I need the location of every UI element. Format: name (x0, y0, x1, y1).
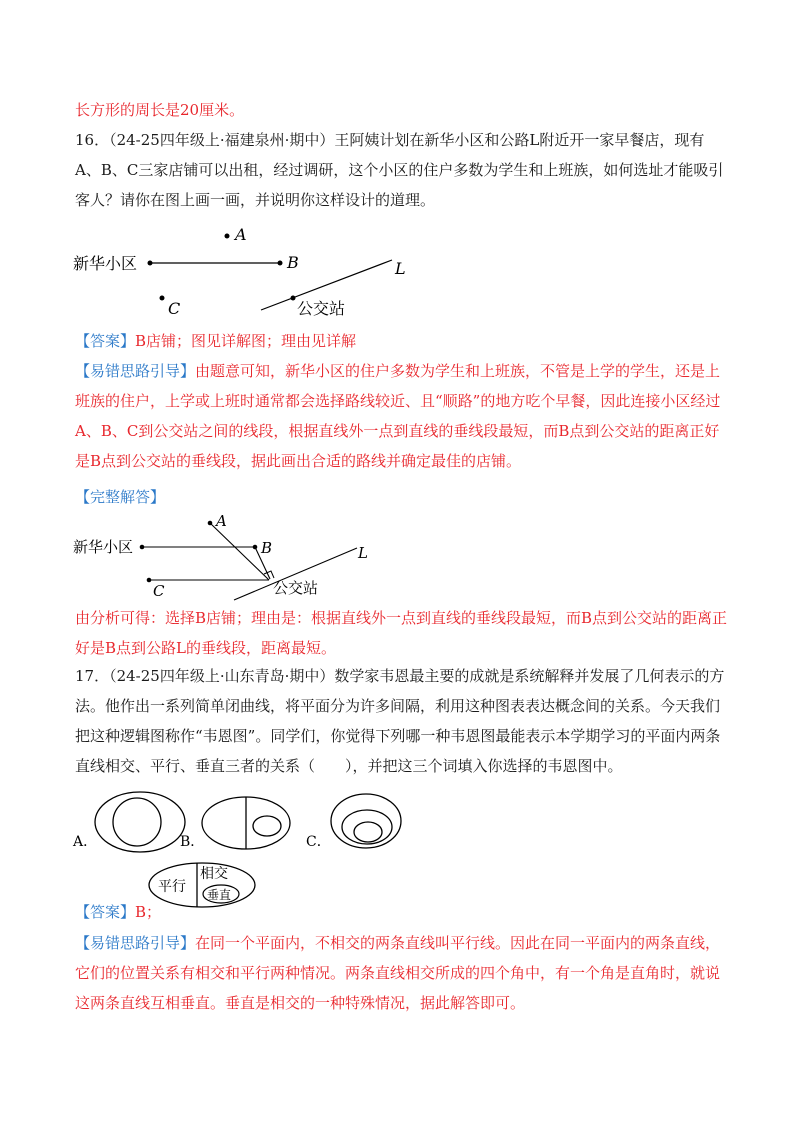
bus-stop-point (291, 296, 296, 301)
label-l: L (358, 544, 368, 562)
label-c: C (168, 299, 181, 318)
q17-hint (75, 928, 730, 1018)
previous-answer: 长方形的周长是20厘米。 (75, 101, 245, 119)
hint-text: 由题意可知，新华小区的住户多数为学生和上班族，不管是上学的学生，还是上班族的住户，上学或上班时通常都会选择路线较近、且“顺路”的地方吃个早餐，因此连接小区经过A、B、C到公交站之间的线段，根据直线外一点到直线的垂线段最短，而B点到公交站的距离正好是B点到公交站的垂线段，据此画出合适的路线并确定最佳的店铺。 (75, 362, 721, 470)
community-label: 新华小区 (73, 538, 134, 556)
bus-stop-label: 公交站 (297, 299, 346, 318)
question-17-text: 17．（24-25四年级上·山东青岛·期中）数学家韦恩最主要的成就是系统解释并发展了几何表示的方法。他作出一系列简单闭曲线，将平面分为许多间隔，利用这种图表表达概念间的关系。今天我们把这种逻辑图称作“韦恩图”。同学们，你觉得下列哪一种韦恩图最能表示本学期学习的平面内两条直线相交、平行、垂直三者的关系（ ），并把这三个词填入你选择的韦恩图中。 (75, 667, 725, 775)
q16-conclusion: 由分析可得：选择B店铺；理由是：根据直线外一点到直线的垂线段最短，而B点到公交站的距离正好是B点到公路L的垂线段，距离最短。 (75, 609, 728, 657)
question-16-text: 16．（24-25四年级上·福建泉州·期中）王阿姨计划在新华小区和公路L附近开一家早餐店，现有A、B、C三家店铺可以出租，经过调研，这个小区的住户多数为学生和上班族，如何选址才能吸引客人？请你在图上画一画，并说明你这样设计的道理。 (75, 131, 724, 209)
option-c-inner-ellipse (354, 822, 382, 842)
label-c: C (153, 582, 165, 600)
label-a: A (216, 512, 227, 530)
question-16-figure (65, 222, 445, 322)
bus-stop-label: 公交站 (273, 579, 319, 597)
point-a (225, 234, 230, 239)
option-a-inner-circle (113, 798, 161, 846)
option-a-outer-ellipse (95, 792, 185, 852)
solution-figure (65, 512, 445, 612)
hint-tag: 【易错思路引导】 (75, 362, 196, 380)
option-b-inner-ellipse (253, 816, 281, 836)
answer-tag: 【答案】 (75, 332, 136, 350)
label-a: A (235, 225, 247, 244)
q16-answer-line (75, 326, 730, 356)
full-solution-tag: 【完整解答】 (75, 488, 166, 506)
intersect-word: 相交 (200, 866, 228, 882)
hint-tag: 【易错思路引导】 (75, 934, 196, 952)
option-b-label: B． (180, 834, 205, 850)
answer-text: B店铺；图见详解图；理由见详解 (135, 332, 357, 350)
venn-options (65, 790, 405, 860)
parallel-word: 平行 (158, 879, 186, 895)
hint-text: 在同一个平面内，不相交的两条直线叫平行线。因此在同一平面内的两条直线，它们的位置关系有相交和平行两种情况。两条直线相交所成的四个角中，有一个角是直角时，就说这两条直线互相垂直。垂直是相交的一种特殊情况，据此解答即可。 (75, 934, 721, 1012)
option-a-label: A． (73, 834, 98, 850)
label-b: B (287, 253, 299, 272)
q16-hint (75, 356, 730, 476)
answer-tag: 【答案】 (75, 903, 136, 921)
option-c-label: C． (306, 834, 331, 850)
label-b: B (261, 539, 273, 557)
option-c-middle-ellipse (342, 810, 392, 844)
q17-answer-line (75, 897, 730, 927)
point-b (278, 261, 283, 266)
community-label: 新华小区 (73, 254, 138, 273)
point-c (160, 296, 165, 301)
perpendicular-word: 垂直 (207, 888, 232, 902)
label-l: L (395, 259, 406, 278)
answer-text: B； (135, 903, 162, 921)
